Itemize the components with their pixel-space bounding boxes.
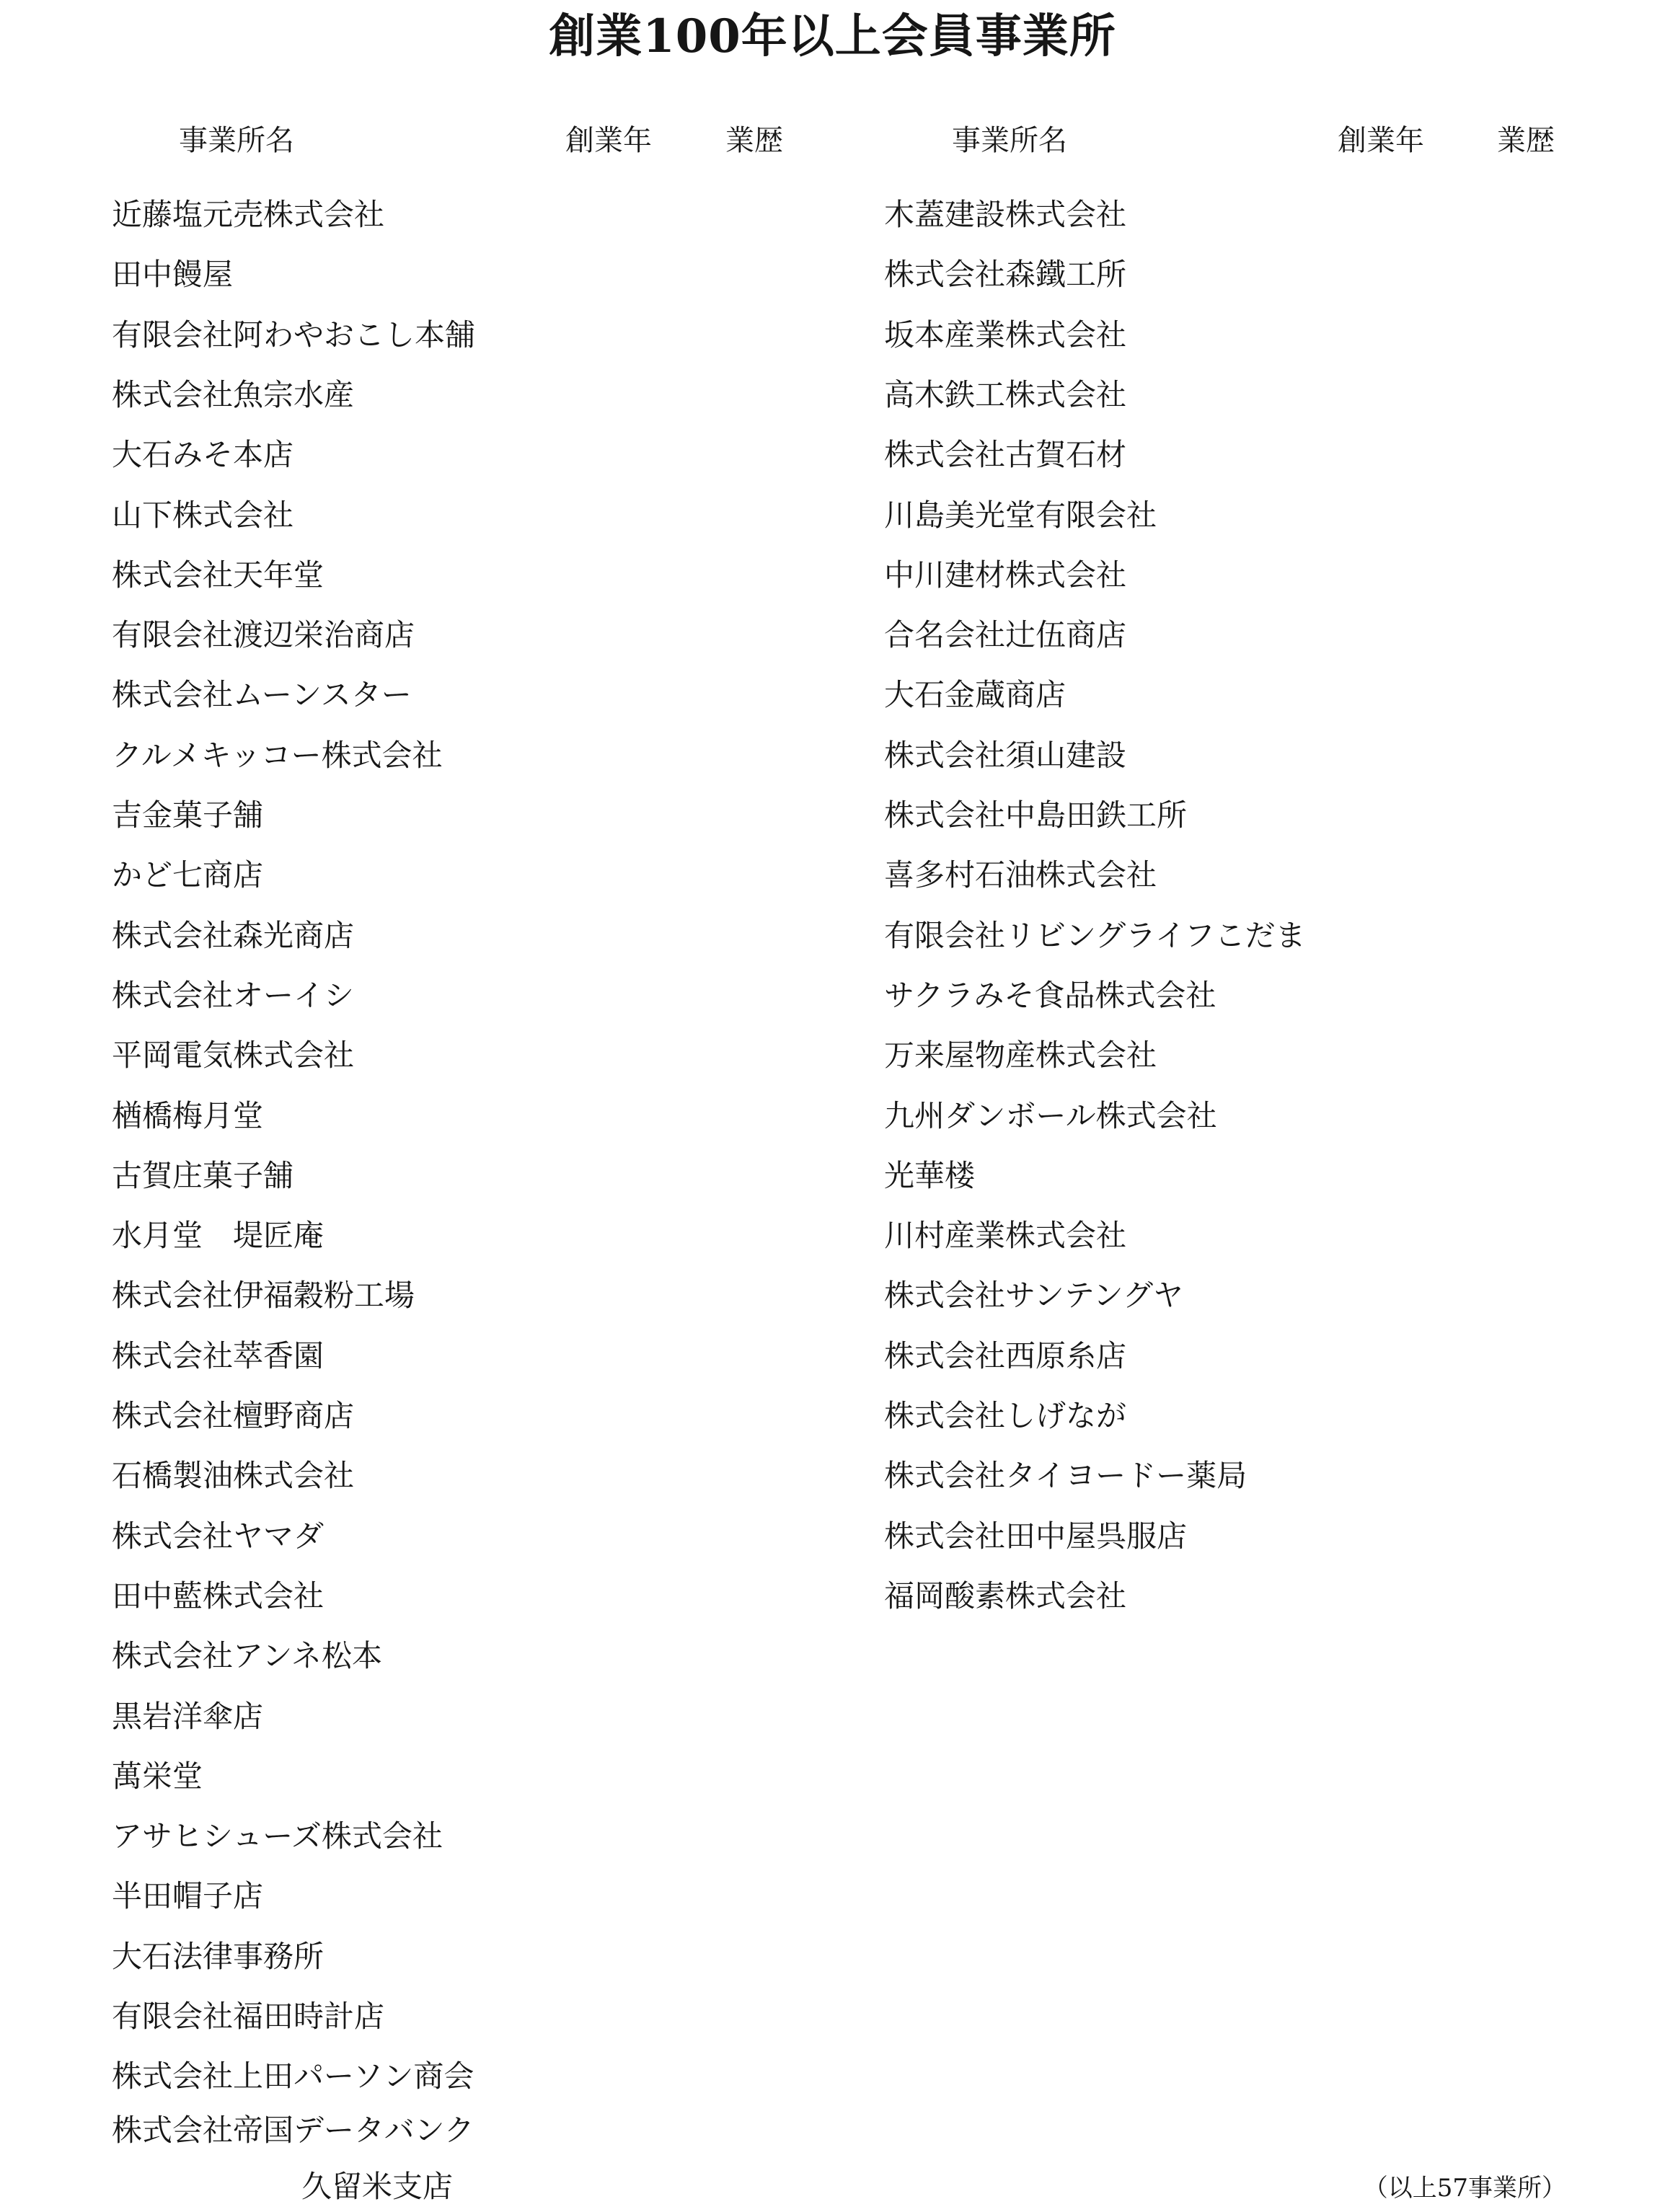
company-name: アサヒシューズ株式会社: [112, 1818, 443, 1854]
company-name: 山下株式会社: [112, 497, 294, 533]
company-name: 有限会社リビングライフこだま: [884, 917, 1306, 953]
company-name: 株式会社須山建設: [884, 737, 1127, 773]
company-name: 株式会社しげなが: [884, 1398, 1127, 1433]
company-name: 吉金菓子舗: [112, 797, 264, 833]
company-name: 株式会社サンテングヤ: [884, 1278, 1183, 1314]
company-name: 株式会社アンネ松本: [112, 1638, 383, 1674]
company-name: 株式会社中島田鉄工所: [884, 797, 1188, 833]
header-business-years: 業歴: [725, 124, 783, 157]
company-name: 株式会社ヤマダ: [112, 1518, 324, 1554]
company-name: 水月堂 堤匠庵: [112, 1218, 324, 1254]
page-title: 創業100年以上会員事業所: [549, 9, 1116, 63]
company-name: 株式会社森光商店: [112, 917, 355, 953]
company-name: 平岡電気株式会社: [112, 1038, 355, 1074]
company-name: 株式会社上田パーソン商会: [112, 2058, 474, 2094]
company-name: 株式会社ムーンスター: [112, 677, 412, 713]
company-name: 有限会社阿わやおこし本舗: [112, 317, 476, 353]
company-name: 光華楼: [884, 1157, 976, 1193]
company-name: 株式会社天年堂: [112, 557, 324, 593]
company-name: 萬栄堂: [112, 1758, 203, 1794]
company-name: 半田帽子店: [112, 1878, 264, 1914]
footnote: （以上57事業所）: [1363, 2174, 1566, 2203]
company-name: クルメキッコー株式会社: [112, 737, 443, 773]
company-name: 株式会社森鐵工所: [884, 257, 1127, 293]
header-founded-year: 創業年: [565, 124, 652, 157]
company-name: 株式会社萃香園: [112, 1337, 324, 1373]
company-name: 有限会社福田時計店: [112, 1999, 385, 2034]
company-name: 株式会社魚宗水産: [112, 376, 355, 412]
company-name: 近藤塩元売株式会社: [112, 197, 385, 232]
header-name: 事業所名: [179, 124, 294, 157]
company-name: 古賀庄菓子舗: [112, 1157, 294, 1193]
company-name: 福岡酸素株式会社: [884, 1578, 1127, 1614]
company-name: 合名会社辻伍商店: [884, 617, 1127, 653]
company-name: 田中饅屋: [112, 257, 234, 293]
company-name: 喜多村石油株式会社: [884, 857, 1157, 893]
company-name: 石橋製油株式会社: [112, 1458, 355, 1494]
company-name: 中川建材株式会社: [884, 557, 1127, 593]
company-name: 木蓋建設株式会社: [884, 197, 1127, 232]
company-name: 有限会社渡辺栄治商店: [112, 617, 415, 653]
header-business-years: 業歴: [1497, 124, 1555, 157]
company-name: 黒岩洋傘店: [112, 1698, 264, 1734]
company-name: 株式会社オーイシ: [112, 977, 355, 1013]
company-name: 坂本産業株式会社: [884, 317, 1127, 353]
company-name: 田中藍株式会社: [112, 1578, 324, 1614]
company-name: 株式会社田中屋呉服店: [884, 1518, 1188, 1554]
header-founded-year: 創業年: [1338, 124, 1424, 157]
company-name: 楢橋梅月堂: [112, 1097, 264, 1133]
company-name: 大石みそ本店: [112, 437, 294, 473]
company-name: 九州ダンボール株式会社: [884, 1097, 1217, 1133]
company-name: 川村産業株式会社: [884, 1218, 1127, 1254]
company-name: サクラみそ食品株式会社: [884, 977, 1216, 1013]
company-name: 株式会社古賀石材: [884, 437, 1127, 473]
company-name: かど七商店: [112, 857, 264, 893]
company-name: 川島美光堂有限会社: [884, 497, 1157, 533]
company-name: 高木鉄工株式会社: [884, 376, 1127, 412]
company-name-cont: 久留米支店: [301, 2169, 454, 2204]
company-name: 株式会社伊福穀粉工場: [112, 1278, 415, 1314]
header-name: 事業所名: [952, 124, 1067, 157]
company-name: 株式会社帝国データバンク: [112, 2113, 474, 2148]
company-name: 株式会社檀野商店: [112, 1398, 355, 1433]
company-name: 大石金蔵商店: [884, 677, 1066, 713]
company-name: 万来屋物産株式会社: [884, 1038, 1157, 1074]
company-name: 株式会社西原糸店: [884, 1337, 1127, 1373]
company-name: 大石法律事務所: [112, 1938, 324, 1974]
company-name: 株式会社タイヨードー薬局: [884, 1458, 1247, 1494]
